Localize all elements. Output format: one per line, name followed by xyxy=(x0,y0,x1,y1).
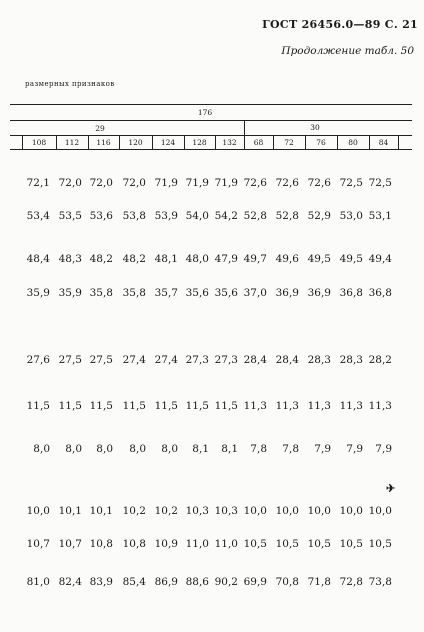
table-cell: 36,8 xyxy=(339,287,363,299)
table-cell: 72,5 xyxy=(368,177,392,189)
column-header: 116 xyxy=(96,138,111,147)
table-cell: 88,6 xyxy=(185,576,209,588)
table-cell: 53,0 xyxy=(339,210,363,222)
table-cell: 11,3 xyxy=(307,400,331,412)
table-cell: 28,2 xyxy=(368,354,392,366)
table-cell: 11,3 xyxy=(243,400,267,412)
table-cell: 10,3 xyxy=(185,505,209,517)
table-cell: 35,6 xyxy=(185,287,209,299)
table-cell: 10,1 xyxy=(58,505,82,517)
table-cell: 54,2 xyxy=(214,210,238,222)
table-cell: 52,9 xyxy=(307,210,331,222)
table-cell: 72,5 xyxy=(339,177,363,189)
column-header: 132 xyxy=(222,138,237,147)
group-rule xyxy=(10,120,412,121)
table-cell: 72,6 xyxy=(307,177,331,189)
table-cell: 35,8 xyxy=(89,287,113,299)
table-cell: 28,4 xyxy=(275,354,299,366)
table-cell: 27,3 xyxy=(185,354,209,366)
table-cell: 10,9 xyxy=(154,538,178,550)
table-cell: 81,0 xyxy=(26,576,50,588)
table-cell: 71,9 xyxy=(185,177,209,189)
table-cell: 82,4 xyxy=(58,576,82,588)
table-cell: 10,5 xyxy=(368,538,392,550)
table-cell: 48,3 xyxy=(58,253,82,265)
table-cell: 72,1 xyxy=(26,177,50,189)
column-header: 108 xyxy=(31,138,47,147)
subgroup-label-30: 30 xyxy=(310,123,320,132)
table-cell: 52,8 xyxy=(243,210,267,222)
table-cell: 8,0 xyxy=(33,443,50,455)
column-header: 120 xyxy=(128,138,143,147)
table-cell: 72,8 xyxy=(339,576,363,588)
table-cell: 11,5 xyxy=(154,400,178,412)
header-bottom-rule xyxy=(10,149,412,150)
table-cell: 10,0 xyxy=(368,505,392,517)
table-cell: 72,0 xyxy=(89,177,113,189)
margin-mark: ✈ xyxy=(386,482,396,495)
table-cell: 53,6 xyxy=(89,210,113,222)
table-cell: 90,2 xyxy=(214,576,238,588)
table-cell: 28,4 xyxy=(243,354,267,366)
table-cell: 35,8 xyxy=(122,287,146,299)
table-cell: 53,8 xyxy=(122,210,146,222)
table-cell: 53,1 xyxy=(368,210,392,222)
table-cell: 72,6 xyxy=(243,177,267,189)
table-cell: 7,8 xyxy=(282,443,299,455)
table-cell: 10,1 xyxy=(89,505,113,517)
table-cell: 8,0 xyxy=(161,443,178,455)
table-cell: 11,0 xyxy=(214,538,238,550)
table-cell: 70,8 xyxy=(275,576,299,588)
table-cell: 72,0 xyxy=(122,177,146,189)
table-cell: 52,8 xyxy=(275,210,299,222)
table-cell: 8,0 xyxy=(96,443,113,455)
table-cell: 10,7 xyxy=(58,538,82,550)
table-cell: 10,0 xyxy=(26,505,50,517)
table-cell: 54,0 xyxy=(185,210,209,222)
continuation-label: Продолжение табл. 50 xyxy=(281,45,414,57)
table-cell: 85,4 xyxy=(122,576,146,588)
table-cell: 37,0 xyxy=(243,287,267,299)
table-cell: 10,2 xyxy=(122,505,146,517)
table-cell: 10,2 xyxy=(154,505,178,517)
table-cell: 27,4 xyxy=(122,354,146,366)
table-cell: 10,3 xyxy=(214,505,238,517)
table-cell: 8,1 xyxy=(192,443,209,455)
table-cell: 48,2 xyxy=(122,253,146,265)
column-header: 80 xyxy=(348,138,358,147)
column-header: 76 xyxy=(316,138,326,147)
table-cell: 7,9 xyxy=(346,443,363,455)
table-cell: 27,5 xyxy=(89,354,113,366)
table-cell: 10,8 xyxy=(89,538,113,550)
table-cell: 10,5 xyxy=(243,538,267,550)
table-cell: 28,3 xyxy=(307,354,331,366)
table-cell: 48,0 xyxy=(185,253,209,265)
subgroup-rule xyxy=(10,135,412,136)
table-cell: 36,8 xyxy=(368,287,392,299)
table-cell: 11,3 xyxy=(368,400,392,412)
table-cell: 72,6 xyxy=(275,177,299,189)
table-cell: 71,8 xyxy=(307,576,331,588)
table-cell: 10,0 xyxy=(275,505,299,517)
group-label: 176 xyxy=(197,108,213,117)
table-cell: 8,1 xyxy=(221,443,238,455)
table-cell: 36,9 xyxy=(275,287,299,299)
table-cell: 8,0 xyxy=(129,443,146,455)
table-cell: 27,4 xyxy=(154,354,178,366)
table-cell: 49,4 xyxy=(368,253,392,265)
table-cell: 49,5 xyxy=(307,253,331,265)
table-cell: 35,9 xyxy=(58,287,82,299)
table-cell: 27,5 xyxy=(58,354,82,366)
table-cell: 83,9 xyxy=(89,576,113,588)
table-cell: 10,5 xyxy=(339,538,363,550)
column-header: 128 xyxy=(192,138,207,147)
table-cell: 35,6 xyxy=(214,287,238,299)
table-cell: 11,0 xyxy=(185,538,209,550)
table-cell: 86,9 xyxy=(154,576,178,588)
table-cell: 11,5 xyxy=(26,400,50,412)
table-cell: 10,0 xyxy=(307,505,331,517)
column-header: 84 xyxy=(378,138,389,147)
table-cell: 53,9 xyxy=(154,210,178,222)
table-cell: 48,1 xyxy=(154,253,178,265)
table-cell: 48,2 xyxy=(89,253,113,265)
table-cell: 48,4 xyxy=(26,253,50,265)
table-cell: 27,3 xyxy=(214,354,238,366)
table-cell: 72,0 xyxy=(58,177,82,189)
table-cell: 28,3 xyxy=(339,354,363,366)
table-cell: 10,0 xyxy=(339,505,363,517)
column-header: 68 xyxy=(253,138,264,147)
page-header: ГОСТ 26456.0—89 С. 21 xyxy=(262,18,418,31)
table-cell: 11,3 xyxy=(275,400,299,412)
table-cell: 35,7 xyxy=(154,287,178,299)
table-cell: 11,5 xyxy=(58,400,82,412)
table-cell: 49,5 xyxy=(339,253,363,265)
table-cell: 47,9 xyxy=(214,253,238,265)
table-cell: 7,8 xyxy=(250,443,267,455)
table-cell: 71,9 xyxy=(214,177,238,189)
table-cell: 10,5 xyxy=(275,538,299,550)
table-cell: 49,7 xyxy=(243,253,267,265)
table-cell: 11,5 xyxy=(185,400,209,412)
table-cell: 8,0 xyxy=(65,443,82,455)
table-cell: 10,0 xyxy=(243,505,267,517)
section-label: размерных признаков xyxy=(25,80,115,88)
table-cell: 11,3 xyxy=(339,400,363,412)
table-cell: 10,5 xyxy=(307,538,331,550)
column-header: 72 xyxy=(284,138,294,147)
table-cell: 10,8 xyxy=(122,538,146,550)
table-cell: 7,9 xyxy=(375,443,392,455)
column-divider xyxy=(398,135,399,149)
table-top-rule xyxy=(10,104,412,105)
table-cell: 71,9 xyxy=(154,177,178,189)
table-cell: 36,9 xyxy=(307,287,331,299)
table-cell: 69,9 xyxy=(243,576,267,588)
table-cell: 11,5 xyxy=(122,400,146,412)
column-header: 124 xyxy=(160,138,176,147)
column-header: 112 xyxy=(64,138,80,147)
subgroup-label-29: 29 xyxy=(95,124,105,133)
table-cell: 7,9 xyxy=(314,443,331,455)
table-cell: 53,5 xyxy=(58,210,82,222)
table-cell: 27,6 xyxy=(26,354,50,366)
table-cell: 73,8 xyxy=(368,576,392,588)
table-cell: 10,7 xyxy=(26,538,50,550)
table-cell: 53,4 xyxy=(26,210,50,222)
table-cell: 11,5 xyxy=(89,400,113,412)
table-cell: 11,5 xyxy=(214,400,238,412)
table-cell: 49,6 xyxy=(275,253,299,265)
table-cell: 35,9 xyxy=(26,287,50,299)
